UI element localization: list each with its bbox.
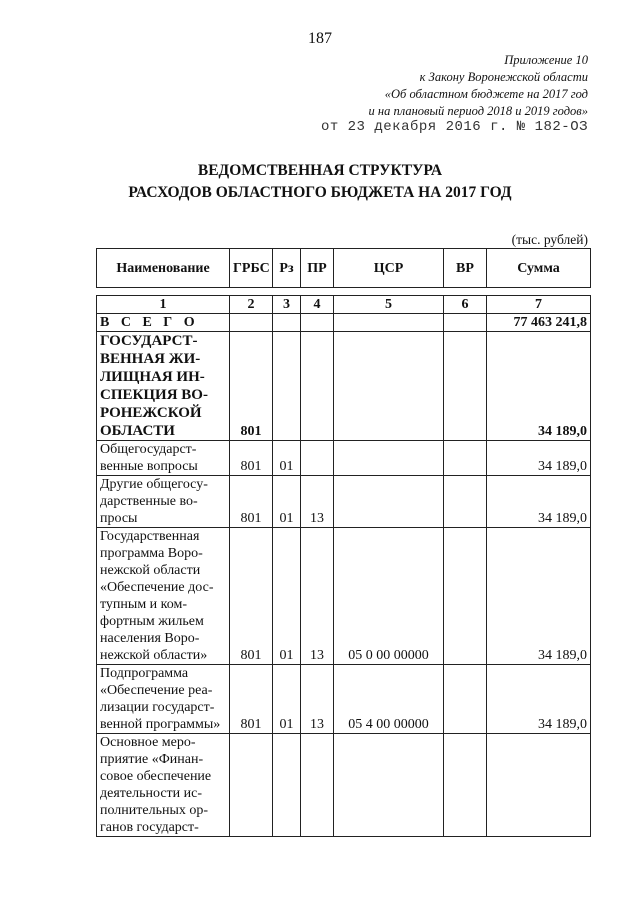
appendix-line: к Закону Воронежской области	[419, 70, 588, 84]
row-pr	[301, 734, 334, 837]
row-grbs: 801	[230, 528, 273, 665]
table-header	[96, 248, 591, 288]
row-grbs: 801	[230, 665, 273, 734]
row-sum: 34 189,0	[487, 528, 591, 665]
row-vr	[444, 665, 487, 734]
row-name-line: СПЕКЦИЯ ВО-	[100, 387, 208, 403]
row-rz	[273, 734, 301, 837]
appendix-line: «Об областном бюджете на 2017 год	[384, 87, 588, 101]
column-number: 4	[301, 296, 334, 314]
row-name-line: Другие общегосу-	[100, 477, 208, 492]
row-name-line: ганов государст-	[100, 820, 199, 835]
row-name-line: приятие «Финан-	[100, 752, 204, 767]
appendix-line: Приложение 10	[504, 53, 588, 67]
row-csr: 05 0 00 00000	[334, 528, 444, 665]
column-number-row	[97, 296, 591, 314]
header-rz: Рз	[273, 249, 301, 288]
row-vr	[444, 476, 487, 528]
row-rz: 01	[273, 528, 301, 665]
row-name	[97, 528, 230, 665]
row-pr: 13	[301, 665, 334, 734]
row-csr	[334, 476, 444, 528]
row-vr	[444, 314, 487, 332]
row-name-line: ЛИЩНАЯ ИН-	[100, 369, 205, 385]
header-sum: Сумма	[487, 249, 591, 288]
row-name-line: программа Воро-	[100, 546, 203, 561]
column-number: 5	[334, 296, 444, 314]
row-name-line: «Обеспечение дос-	[100, 580, 214, 595]
row-name-line: венной программы»	[100, 717, 221, 732]
row-sum: 34 189,0	[487, 332, 591, 441]
header-csr: ЦСР	[334, 249, 444, 288]
row-csr	[334, 314, 444, 332]
column-number: 3	[273, 296, 301, 314]
appendix-block	[369, 52, 588, 120]
row-sum: 34 189,0	[487, 441, 591, 476]
appendix-line: и на плановый период 2018 и 2019 годов»	[368, 104, 588, 118]
column-number: 7	[487, 296, 591, 314]
row-grbs	[230, 314, 273, 332]
title-line: ВЕДОМСТВЕННАЯ СТРУКТУРА	[197, 162, 443, 179]
row-pr	[301, 441, 334, 476]
column-number: 6	[444, 296, 487, 314]
row-pr: 13	[301, 476, 334, 528]
row-grbs: 801	[230, 441, 273, 476]
column-number: 1	[97, 296, 230, 314]
row-name-line: просы	[100, 511, 138, 526]
row-name-line: ОБЛАСТИ	[100, 423, 175, 439]
table-row	[97, 476, 591, 528]
row-rz: 01	[273, 441, 301, 476]
row-pr	[301, 314, 334, 332]
row-name	[97, 332, 230, 441]
row-name	[97, 441, 230, 476]
table-row	[97, 734, 591, 837]
row-name-line: ВЕННАЯ ЖИ-	[100, 351, 201, 367]
row-name-line: дарственные во-	[100, 494, 198, 509]
row-rz	[273, 314, 301, 332]
budget-table	[96, 295, 591, 837]
header-grbs: ГРБС	[230, 249, 273, 288]
row-name-line: тупным и ком-	[100, 597, 188, 612]
row-pr: 13	[301, 528, 334, 665]
table-row	[97, 332, 591, 441]
row-csr	[334, 441, 444, 476]
row-name-line: нежской области»	[100, 648, 208, 663]
row-vr	[444, 528, 487, 665]
header-name: Наименование	[97, 249, 230, 288]
column-number: 2	[230, 296, 273, 314]
header-pr: ПР	[301, 249, 334, 288]
document-title	[0, 160, 640, 204]
row-name-line: венные вопросы	[100, 459, 198, 474]
row-name	[97, 476, 230, 528]
row-name-line: нежской области	[100, 563, 201, 578]
table-row	[97, 441, 591, 476]
page-number: 187	[308, 30, 332, 47]
row-name-line: Подпрограмма	[100, 666, 189, 681]
row-name-line: лизации государст-	[100, 700, 215, 715]
row-name	[97, 734, 230, 837]
row-grbs: 801	[230, 476, 273, 528]
row-name-line: «Обеспечение реа-	[100, 683, 213, 698]
row-name-line: населения Воро-	[100, 631, 200, 646]
row-name-line: ГОСУДАРСТ-	[100, 333, 198, 349]
row-sum	[487, 734, 591, 837]
table-row	[97, 528, 591, 665]
table-row	[97, 665, 591, 734]
row-sum: 34 189,0	[487, 476, 591, 528]
row-name-line: Общегосударст-	[100, 442, 197, 457]
row-name-line: Основное меро-	[100, 735, 196, 750]
header-vr: ВР	[444, 249, 487, 288]
row-name-line: деятельности ис-	[100, 786, 203, 801]
row-sum: 77 463 241,8	[487, 314, 591, 332]
row-name-line: РОНЕЖСКОЙ	[100, 405, 202, 421]
row-grbs: 801	[230, 332, 273, 441]
row-vr	[444, 332, 487, 441]
row-name-line: Государственная	[100, 529, 200, 544]
row-vr	[444, 734, 487, 837]
table-row	[97, 314, 591, 332]
row-name-line: совое обеспечение	[100, 769, 212, 784]
row-rz: 01	[273, 665, 301, 734]
row-vr	[444, 441, 487, 476]
units-note: (тыс. рублей)	[511, 232, 588, 247]
row-rz: 01	[273, 476, 301, 528]
row-pr	[301, 332, 334, 441]
row-grbs	[230, 734, 273, 837]
row-rz	[273, 332, 301, 441]
row-sum: 34 189,0	[487, 665, 591, 734]
row-csr	[334, 734, 444, 837]
law-date-stamp: от 23 декабря 2016 г. № 182-ОЗ	[320, 119, 588, 135]
row-name-line: фортным жильем	[100, 614, 204, 629]
header-row	[97, 249, 591, 288]
row-name	[97, 665, 230, 734]
row-csr: 05 4 00 00000	[334, 665, 444, 734]
row-csr	[334, 332, 444, 441]
title-line: РАСХОДОВ ОБЛАСТНОГО БЮДЖЕТА НА 2017 ГОД	[128, 184, 512, 201]
row-name: В С Е Г О	[97, 314, 230, 332]
row-name-line: полнительных ор-	[100, 803, 209, 818]
